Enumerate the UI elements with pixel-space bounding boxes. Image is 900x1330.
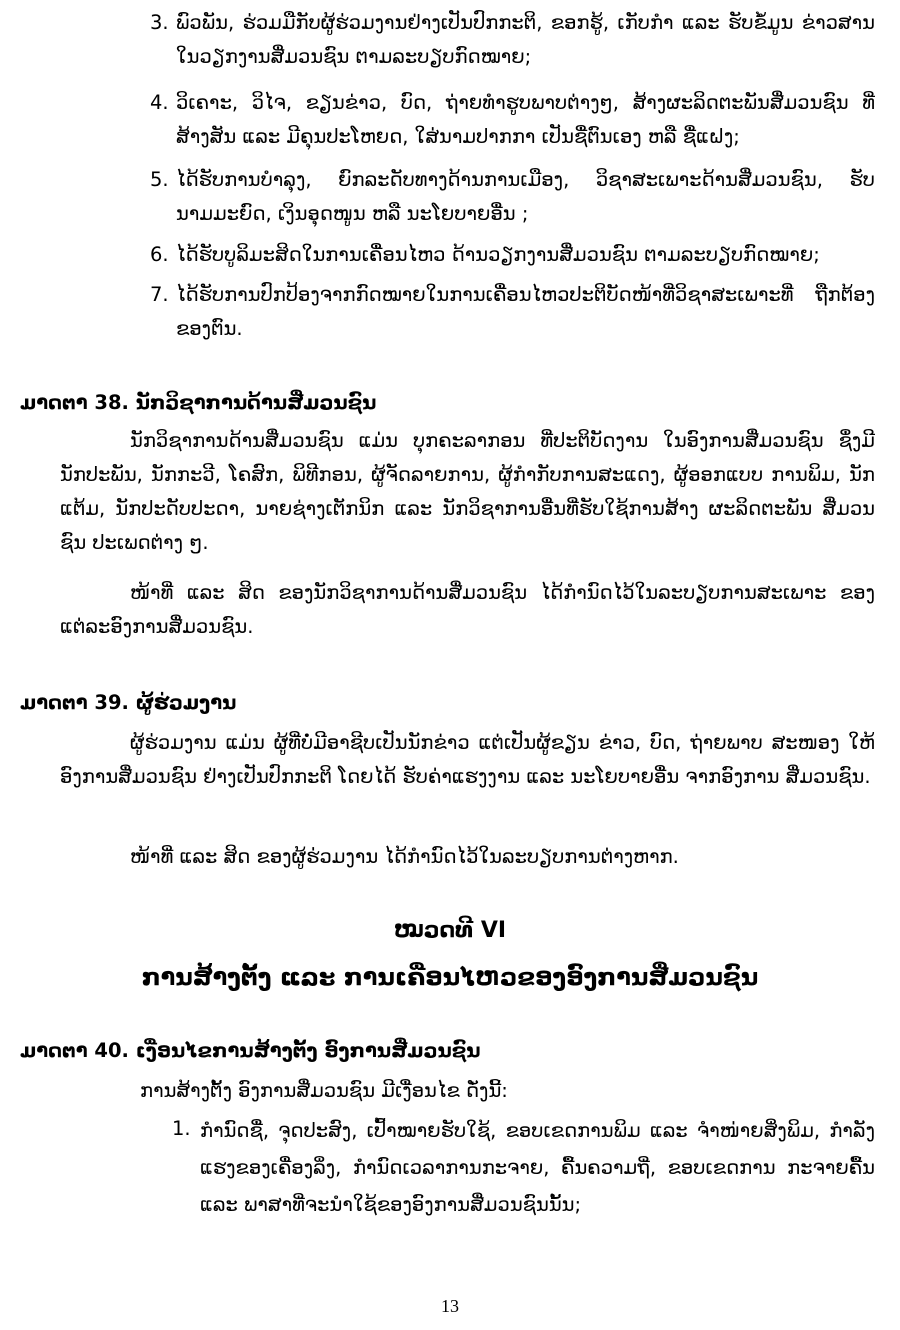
page-number: 13 bbox=[441, 1296, 459, 1316]
list-item-number: 6. bbox=[150, 243, 169, 266]
list-item bbox=[172, 1112, 875, 1222]
list-item-number: 5. bbox=[150, 168, 169, 191]
article-38-paragraph-2: ໜ້າທີ່ ແລະ ສິດ ຂອງນັກວິຊາການດ້ານສື່ມວນຊົນ ໄດ້ກຳນົດໄວ້ໃນລະບຽບການສະເພາະ ຂອງແຕ່ລະອົງການສື່ມວນຊົນ. bbox=[60, 581, 875, 638]
article-38-paragraph-1: ນັກວິຊາການດ້ານສື່ມວນຊົນ ແມ່ນ ບຸກຄະລາກອນ ທີ່ປະຕິບັດງານ ໃນອົງການສື່ມວນຊົນ ຊຶ່ງມີນັກປະພັນ, ນັກກະວີ, ໂຄສົກ, ພິທີກອນ, ຜູ້ຈັດລາຍການ, ຜູ້ກຳກັບການສະແດງ, ຜູ້ອອກແບບ ການພິມ, ນັກແຕ້ມ, ນັກປະດັບປະດາ, ນາຍຊ່າງເຕັກນິກ ແລະ ນັກວິຊາການອື່ນທີ່ຮັບໃຊ້ການສ້າງ ຜະລິດຕະພັນ ສື່ມວນຊົນ ປະເພດຕ່າງ ໆ. bbox=[60, 429, 875, 554]
list-item-text: ພົວພັນ, ຮ່ວມມືກັບຜູ້ຮ່ວມງານຢ່າງເປັນປົກກະຕິ, ຂອກຮູ້, ເກັບກຳ ແລະ ຮັບຂໍ້ມູນ ຂ່າວສານ ໃນວຽກງານສື່ມວນຊົນ ຕາມລະບຽບກົດໝາຍ; bbox=[176, 11, 875, 68]
chapter-number: ໝວດທີ VI bbox=[393, 918, 507, 943]
list-item-number: 7. bbox=[150, 283, 169, 306]
list-item-text: ໄດ້ຮັບການບຳລຸງ, ຍົກລະດັບທາງດ້ານການເມືອງ, ວິຊາສະເພາະດ້ານສື່ມວນຊົນ, ຮັບ ນາມມະຍົດ, ເງິນອຸດໜູນ ຫລື ນະໂຍບາຍອື່ນ ; bbox=[176, 168, 875, 225]
list-item-number: 3. bbox=[150, 11, 169, 34]
list-item bbox=[150, 238, 875, 272]
article-39-heading: ມາດຕາ 39. ຜູ້ຮ່ວມງານ bbox=[20, 691, 237, 714]
chapter-title: ການສ້າງຕັ້ງ ແລະ ການເຄື່ອນໄຫວຂອງອົງການສື່ມວນຊົນ bbox=[141, 963, 759, 991]
list-item-text: ວິເຄາະ, ວິໄຈ, ຂຽນຂ່າວ, ບົດ, ຖ່າຍທຳຮູບພາບຕ່າງໆ, ສ້າງຜະລິດຕະພັນສື່ມວນຊົນ ທີ່ສ້າງສັນ ແລະ ມີຄຸນປະໂຫຍດ, ໃສ່ນາມປາກກາ ເປັນຊື່ຕົນເອງ ຫລື ຊື່ແຝງ; bbox=[176, 91, 875, 148]
article-39-paragraph-1: ຜູ້ຮ່ວມງານ ແມ່ນ ຜູ້ທີ່ບໍ່ມີອາຊີບເປັນນັກຂ່າວ ແຕ່ເປັນຜູ້ຂຽນ ຂ່າວ, ບົດ, ຖ່າຍພາບ ສະໜອງ ໃຫ້ອົງການສື່ມວນຊົນ ຢ່າງເປັນປົກກະຕິ ໂດຍໄດ້ ຮັບຄ່າແຮງງານ ແລະ ນະໂຍບາຍອື່ນ ຈາກອົງການ ສື່ມວນຊົນ. bbox=[60, 731, 875, 788]
list-item-text: ກຳນົດຊື່, ຈຸດປະສົງ, ເປົ້າໝາຍຮັບໃຊ້, ຂອບເຂດການພິມ ແລະ ຈຳໜ່າຍສິ່ງພິມ, ກຳລັງແຮງຂອງເຄື່ອງລິ່ງ, ກຳນົດເວລາການກະຈາຍ, ຄື້ນຄວາມຖີ່, ຂອບເຂດການ ກະຈາຍຄື້ນ ແລະ ພາສາທີ່ຈະນຳໃຊ້ຂອງອົງການສື່ມວນຊົນນັ້ນ; bbox=[200, 1119, 875, 1216]
article-40-intro: ການສ້າງຕັ້ງ ອົງການສື່ມວນຊົນ ມີເງື່ອນໄຂ ດັ່ງນີ້: bbox=[140, 1079, 508, 1102]
list-item-text: ໄດ້ຮັບບູລິມະສິດໃນການເຄື່ອນໄຫວ ດ້ານວຽກງານສື່ມວນຊົນ ຕາມລະບຽບກົດໝາຍ; bbox=[176, 243, 820, 266]
article-40-heading: ມາດຕາ 40. ເງື່ອນໄຂການສ້າງຕັ້ງ ອົງການສື່ມວນຊົນ bbox=[20, 1039, 481, 1062]
list-item bbox=[150, 278, 875, 346]
article-38-heading: ມາດຕາ 38. ນັກວິຊາການດ້ານສື່ມວນຊົນ bbox=[20, 391, 377, 414]
list-item bbox=[150, 86, 875, 154]
list-item bbox=[150, 6, 875, 74]
article-39-paragraph-2: ໜ້າທີ່ ແລະ ສິດ ຂອງຜູ້ຮ່ວມງານ ໄດ້ກຳນົດໄວ້ໃນລະບຽບການຕ່າງຫາກ. bbox=[130, 845, 679, 868]
list-item-number: 4. bbox=[150, 91, 169, 114]
list-item-number: 1. bbox=[172, 1117, 191, 1140]
list-item bbox=[150, 163, 875, 231]
list-item-text: ໄດ້ຮັບການປົກປ້ອງຈາກກົດໝາຍໃນການເຄື່ອນໄຫວປະຕິບັດໜ້າທີ່ວິຊາສະເພາະທີ່ ຖືກຕ້ອງ ຂອງຕົນ. bbox=[176, 283, 875, 340]
